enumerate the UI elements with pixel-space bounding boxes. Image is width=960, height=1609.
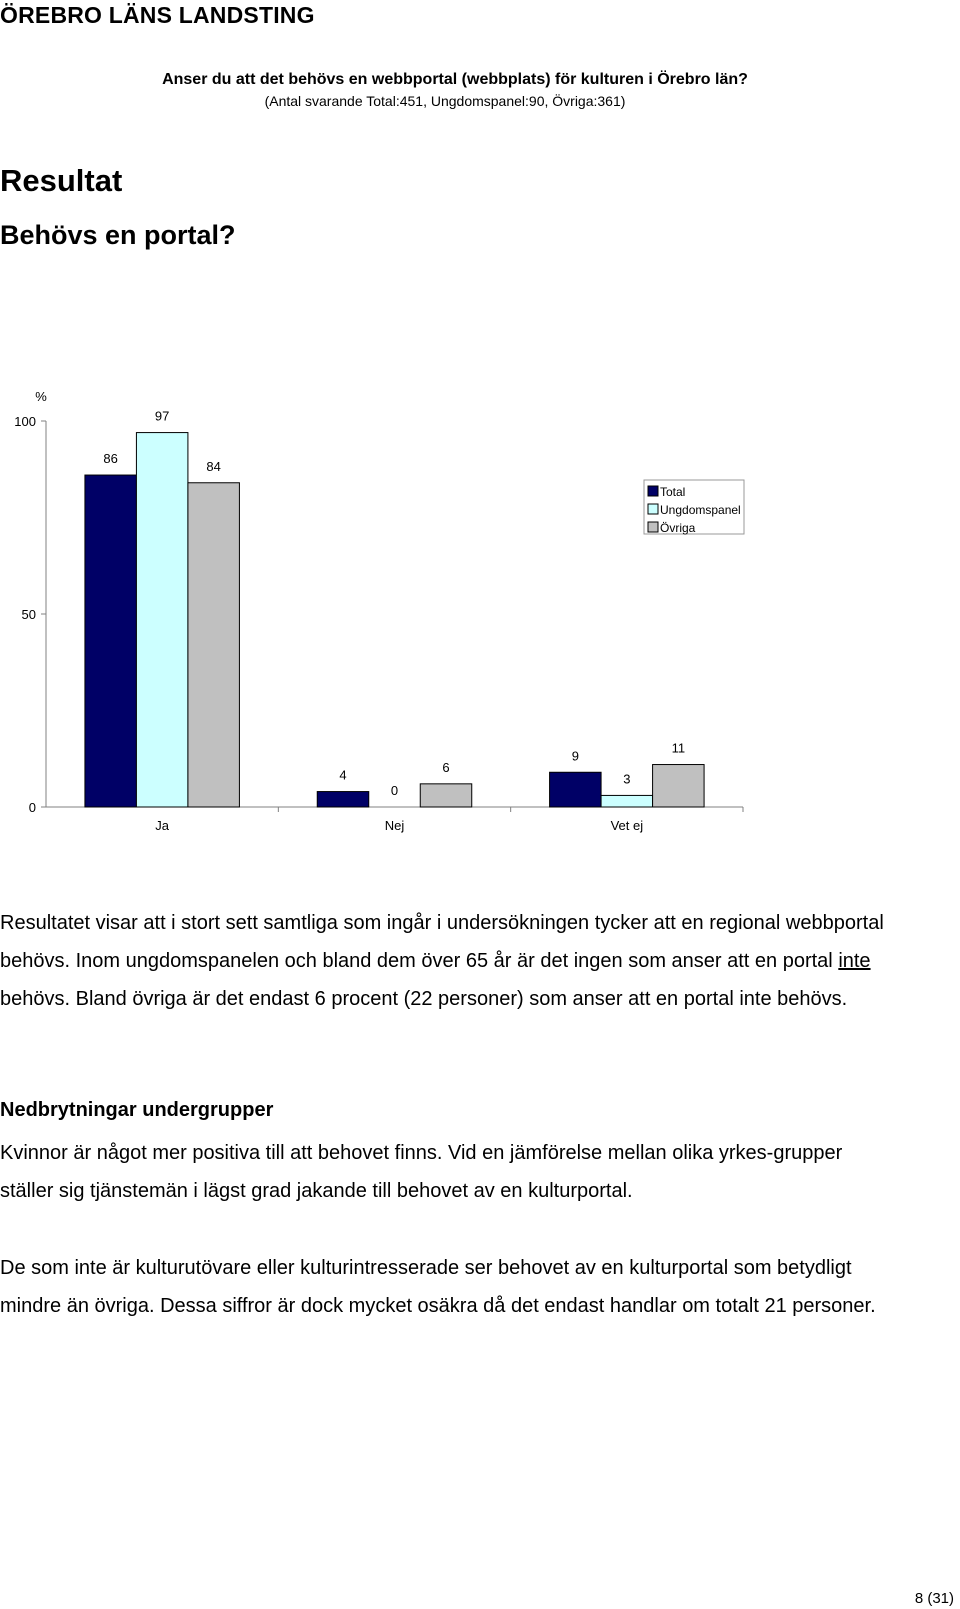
bar-value-label: 11: [671, 740, 686, 756]
subgroups-paragraph: Kvinnor är något mer positiva till att behovet finns. Vid en jämförelse mellan olika yrkes-grupper ställer sig tjänstemän i lägst grad jakande till behovet av en kulturportal.: [0, 1142, 843, 1202]
bar-value-label: 6: [442, 759, 450, 775]
results-text-part-2: behövs. Bland övriga är det endast 6 procent (22 personer) som anser att en portal inte behövs.: [0, 988, 848, 1010]
chart-subtitle: (Antal svarande Total:451, Ungdomspanel:90, Övriga:361): [264, 93, 626, 109]
bar-value-label: 0: [390, 783, 399, 798]
page-number: 8 (31): [914, 1590, 954, 1607]
results-underlined-word: inte: [838, 950, 871, 972]
subgroups-heading: Nedbrytningar undergrupper: [0, 1099, 274, 1121]
bar: [188, 483, 240, 807]
bar-value-label: 3: [623, 771, 631, 787]
bar: [317, 792, 369, 807]
legend-label: Ungdomspanel: [660, 503, 741, 517]
organization-name: ÖREBRO LÄNS LANDSTING: [0, 2, 315, 28]
bar: [420, 784, 472, 807]
legend-label: Total: [660, 485, 686, 499]
non-cultural-paragraph: De som inte är kulturutövare eller kulturintresserade ser behovet av en kulturportal som betydligt mindre än övriga. Dessa siffror är dock mycket osäkra då det endast handlar om totalt 21 personer.: [0, 1257, 876, 1317]
x-tick-label: Nej: [384, 818, 405, 833]
bar: [550, 772, 602, 807]
y-axis-label: %: [35, 389, 47, 404]
chart-title: Anser du att det behövs en webbportal (webbplats) för kulturen i Örebro län?: [162, 71, 748, 88]
bar-value-label: 9: [571, 748, 579, 764]
bar: [85, 475, 136, 807]
results-paragraph: [0, 904, 900, 1018]
bar: [136, 433, 188, 807]
x-tick-label: Vet ej: [610, 818, 644, 833]
legend-swatch: [648, 486, 658, 496]
bar: [653, 765, 705, 807]
y-tick-label: 100: [14, 414, 36, 429]
bar-value-label: 84: [206, 458, 221, 474]
y-tick-label: 50: [21, 607, 36, 622]
legend-swatch: [648, 522, 658, 532]
bar: [601, 795, 653, 807]
bar-value-label: 86: [103, 451, 118, 467]
legend-label: Övriga: [660, 521, 696, 535]
results-text-part-1: Resultatet visar att i stort sett samtliga som ingår i undersökningen tycker att en regional webbportal behövs. Inom ungdomspanelen och bland dem över 65 år är det ingen som anser att en portal: [0, 912, 884, 972]
section-title: Resultat: [0, 163, 123, 198]
x-tick-label: Ja: [155, 818, 170, 833]
y-tick-label: 0: [28, 800, 36, 815]
bar-value-label: 4: [339, 767, 347, 783]
section-subtitle: Behövs en portal?: [0, 220, 236, 250]
legend-swatch: [648, 504, 658, 514]
bar-value-label: 97: [154, 408, 170, 424]
